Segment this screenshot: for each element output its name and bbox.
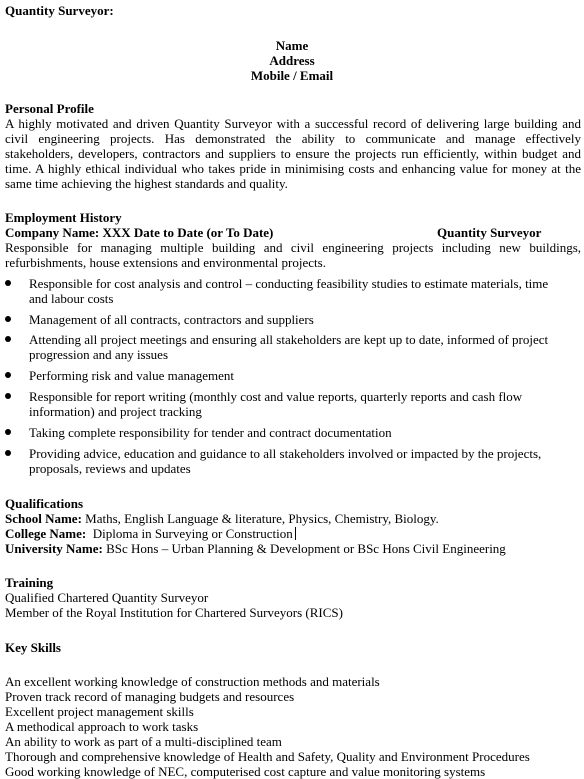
university-label: University Name: <box>5 541 103 556</box>
bullet-icon <box>5 450 11 456</box>
bullet-item: Attending all project meetings and ensuring all stakeholders are kept up to date, informed of project <box>29 332 549 347</box>
document-title: Quantity Surveyor: <box>5 3 114 18</box>
employment-summary <box>5 240 581 270</box>
bullet-item: Management of all contracts, contractors and suppliers <box>29 312 314 327</box>
key-skills-heading: Key Skills <box>5 640 61 655</box>
skill-item: An ability to work as part of a multi-disciplined team <box>5 734 282 749</box>
skill-item: Excellent project management skills <box>5 704 194 719</box>
profile-line: A highly motivated and driven Quantity Surveyor with a successful record of delivering large building and <box>5 116 581 131</box>
skill-item: Good working knowledge of NEC, computerised cost capture and value monitoring systems <box>5 764 486 779</box>
college-value: Diploma in Surveying or Construction <box>86 526 293 541</box>
profile-line: stakeholders, developers, contractors and suppliers to ensure the projects run efficiently, within budget and <box>5 146 581 161</box>
bullet-icon <box>5 316 11 322</box>
bullet-icon <box>5 336 11 342</box>
contact-address: Address <box>269 53 315 68</box>
training-item: Member of the Royal Institution for Chartered Surveyors (RICS) <box>5 605 343 620</box>
summary-line: refurbishments, house extensions and environmental projects. <box>5 255 326 270</box>
contact-name: Name <box>275 38 309 53</box>
personal-profile-text <box>5 116 581 191</box>
job-role: Quantity Surveyor <box>437 225 542 240</box>
bullet-item: and labour costs <box>29 291 114 306</box>
skill-item: A methodical approach to work tasks <box>5 719 199 734</box>
bullet-icon <box>5 393 11 399</box>
bullet-item: Responsible for report writing (monthly cost and value reports, quarterly reports and cash flow <box>29 389 523 404</box>
university-value: BSc Hons – Urban Planning & Development or BSc Hons Civil Engineering <box>102 541 506 556</box>
bullet-item: Performing risk and value management <box>29 368 235 383</box>
skill-item: Proven track record of managing budgets and resources <box>5 689 295 704</box>
university-row <box>5 541 506 556</box>
bullet-item: proposals, reviews and updates <box>29 461 191 476</box>
personal-profile-heading: Personal Profile <box>5 101 94 116</box>
contact-mobile-email: Mobile / Email <box>250 68 334 83</box>
profile-line: civil engineering projects. Has demonstrated the ability to communicate and manage effectively <box>5 131 581 146</box>
employment-heading: Employment History <box>5 210 122 225</box>
bullet-item: progression and any issues <box>29 347 169 362</box>
school-value: Maths, English Language & literature, Physics, Chemistry, Biology. <box>81 511 439 526</box>
bullet-item: Responsible for cost analysis and control – conducting feasibility studies to estimate materials, time <box>29 276 549 291</box>
profile-line: same time achieving the highest standards and quality. <box>5 176 288 191</box>
skill-item: An excellent working knowledge of construction methods and materials <box>5 674 380 689</box>
skill-item: Thorough and comprehensive knowledge of Health and Safety, Quality and Environment Procedures <box>5 749 530 764</box>
school-row <box>5 511 439 526</box>
training-heading: Training <box>5 575 54 590</box>
college-label: College Name: <box>5 526 87 541</box>
company-line: Company Name: XXX Date to Date (or To Date) <box>5 225 274 240</box>
bullet-item: Taking complete responsibility for tender and contract documentation <box>29 425 392 440</box>
college-row <box>5 526 296 541</box>
bullet-item: Providing advice, education and guidance to all stakeholders involved or impacted by the projects, <box>29 446 542 461</box>
bullet-item: information) and project tracking <box>29 404 202 419</box>
bullet-icon <box>5 372 11 378</box>
profile-line: time. A highly ethical individual who takes pride in minimising costs and enhancing value for money at the <box>5 161 581 176</box>
school-label: School Name: <box>5 511 82 526</box>
summary-line: Responsible for managing multiple building and civil engineering projects including new buildings, <box>5 240 581 255</box>
text-cursor <box>295 527 296 540</box>
bullet-icon <box>5 280 11 286</box>
bullet-icon <box>5 429 11 435</box>
qualifications-heading: Qualifications <box>5 496 84 511</box>
training-item: Qualified Chartered Quantity Surveyor <box>5 590 209 605</box>
